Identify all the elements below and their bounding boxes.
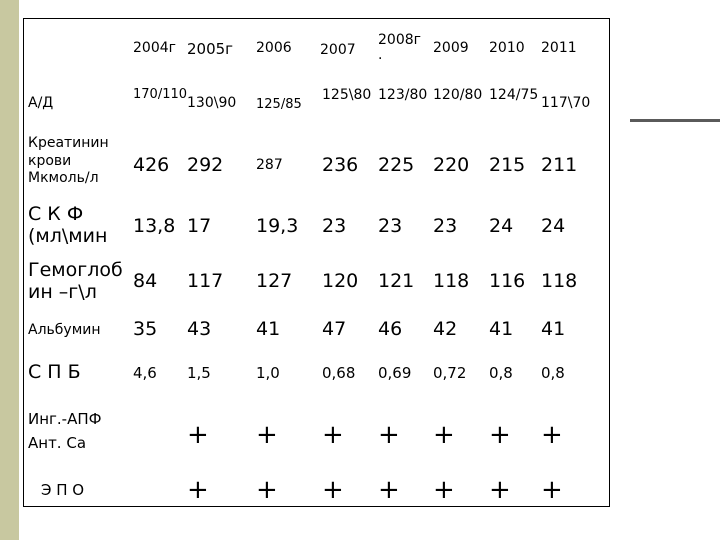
table-cell: 41 [541,318,566,340]
table-cell: 24 [489,215,514,237]
table-cell: 120 [322,270,359,292]
table-cell: 125\80 [322,87,372,103]
table-right-border [609,18,610,507]
table-cell: 120/80 [433,87,483,103]
row-label-ad: А/Д [28,95,54,111]
row-label-hemoglobin: Гемоглоб ин –г\л [28,259,123,303]
row-label-albumin: Альбумин [28,322,101,338]
table-cell: 0,8 [541,364,565,382]
plus-mark: + [489,420,511,450]
table-cell: 41 [489,318,514,340]
header-2008: 2008г . [378,32,421,64]
plus-mark: + [256,475,278,505]
table-cell: 84 [133,270,158,292]
table-cell: 225 [378,154,415,176]
table-cell: 117\70 [541,95,591,111]
table-cell: 0,72 [433,364,467,382]
header-2005: 2005г [187,40,234,58]
table-cell: 13,8 [133,215,176,237]
table-left-border [23,18,24,507]
table-cell: 0,68 [322,364,356,382]
plus-mark: + [378,475,400,505]
table-cell: 170/110 [133,87,188,102]
table-cell: 19,3 [256,215,299,237]
row-label-gfr: С К Ф (мл\мин [28,203,108,247]
table-cell: 23 [378,215,403,237]
row-label-spb: С П Б [28,361,81,383]
row-label-creatinine: Креатинин крови Мкмоль/л [28,135,109,186]
table-cell: 118 [433,270,470,292]
table-cell: 46 [378,318,403,340]
table-cell: 220 [433,154,470,176]
row-label-epo: Э П О [41,481,85,499]
table-cell: 118 [541,270,578,292]
row-label-ace-inhibitor: Инг.-АПФ Ант. Са [28,410,102,452]
table-cell: 127 [256,270,293,292]
table-cell: 236 [322,154,359,176]
table-cell: 0,69 [378,364,412,382]
table-cell: 43 [187,318,212,340]
header-2011: 2011 [541,40,577,56]
plus-mark: + [433,420,455,450]
table-cell: 17 [187,215,212,237]
plus-mark: + [256,420,278,450]
header-2007: 2007 [320,42,356,58]
slide-left-accent-bar [0,0,19,540]
table-cell: 211 [541,154,578,176]
table-cell: 0,8 [489,364,513,382]
table-cell: 1,5 [187,364,211,382]
table-cell: 426 [133,154,170,176]
lab-results-table [23,18,610,507]
plus-mark: + [433,475,455,505]
table-cell: 4,6 [133,364,157,382]
header-2006: 2006 [256,40,292,56]
table-cell: 41 [256,318,281,340]
header-2004: 2004г [133,40,176,56]
table-cell: 35 [133,318,158,340]
plus-mark: + [541,420,563,450]
table-cell: 292 [187,154,224,176]
table-cell: 130\90 [187,95,237,111]
table-cell: 124/75 [489,87,539,103]
table-cell: 23 [433,215,458,237]
table-cell: 117 [187,270,224,292]
table-cell: 116 [489,270,526,292]
table-cell: 47 [322,318,347,340]
plus-mark: + [187,420,209,450]
table-cell: 287 [256,157,283,173]
plus-mark: + [322,420,344,450]
table-cell: 123/80 [378,87,428,103]
table-cell: 215 [489,154,526,176]
table-top-border [23,18,610,19]
table-cell: 23 [322,215,347,237]
table-cell: 42 [433,318,458,340]
table-cell: 121 [378,270,415,292]
plus-mark: + [322,475,344,505]
header-2010: 2010 [489,40,525,56]
plus-mark: + [541,475,563,505]
plus-mark: + [378,420,400,450]
header-2009: 2009 [433,40,469,56]
slide-decorative-rule [630,119,720,122]
plus-mark: + [489,475,511,505]
plus-mark: + [187,475,209,505]
table-bottom-border [23,506,610,507]
table-cell: 125/85 [256,97,302,112]
table-cell: 24 [541,215,566,237]
table-cell: 1,0 [256,364,280,382]
